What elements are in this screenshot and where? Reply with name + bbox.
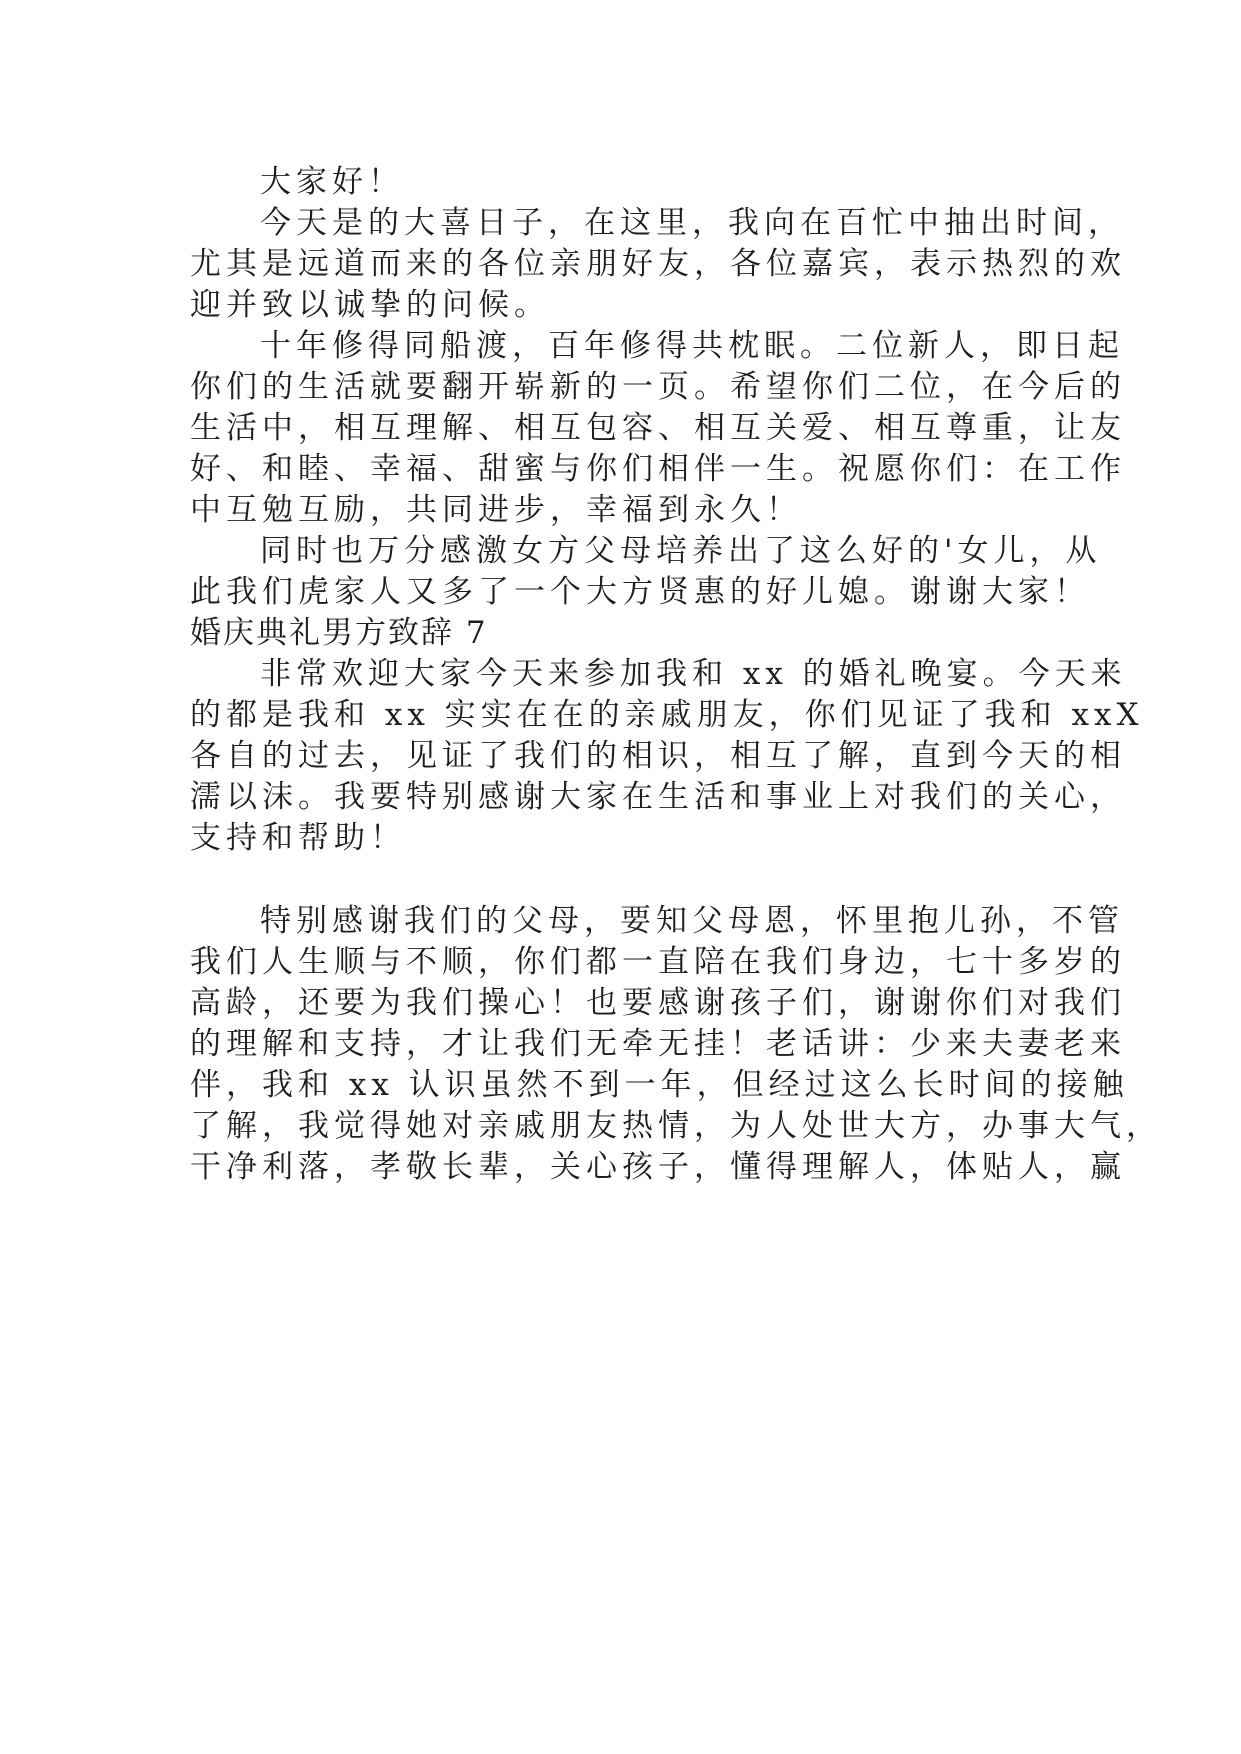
text-line: 中互勉互励，共同进步，幸福到永久！ [190, 492, 802, 528]
text-line: 你们的生活就要翻开崭新的一页。希望你们二位，在今后的 [190, 369, 1126, 405]
text-line: 非常欢迎大家今天来参加我和 xx 的婚礼晚宴。今天来 [260, 656, 1127, 692]
text-line: 十年修得同船渡，百年修得共枕眠。二位新人，即日起 [260, 328, 1124, 364]
text-line: 伴，我和 xx 认识虽然不到一年，但经过这么长时间的接触 [190, 1067, 1129, 1103]
text-line: 同时也万分感激女方父母培养出了这么好的'女儿，从 [260, 533, 1102, 569]
paragraph-groom-thanks [190, 901, 1162, 1188]
text-line: 今天是的大喜日子，在这里，我向在百忙中抽出时间， [260, 205, 1124, 241]
paragraph-thanks-parents [190, 531, 1102, 613]
paragraph-blessing [190, 326, 1126, 531]
text-line: 此我们虎家人又多了一个大方贤惠的好儿媳。谢谢大家！ [190, 574, 1090, 610]
text-line: 好、和睦、幸福、甜蜜与你们相伴一生。祝愿你们：在工作 [190, 451, 1126, 487]
text-line: 特别感谢我们的父母，要知父母恩，怀里抱儿孙，不管 [260, 903, 1124, 939]
text-line: 迎并致以诚挚的问候。 [190, 287, 550, 323]
text-line: 生活中，相互理解、相互包容、相互关爱、相互尊重，让友 [190, 410, 1126, 446]
text-line: 了解，我觉得她对亲戚朋友热情，为人处世大方，办事大气， [190, 1108, 1162, 1144]
document-body [190, 162, 1162, 1188]
section-heading: 婚庆典礼男方致辞 7 [190, 615, 488, 651]
text-line: 尤其是远道而来的各位亲朋好友，各位嘉宾，表示热烈的欢 [190, 246, 1126, 282]
text-line: 支持和帮助！ [190, 820, 406, 856]
text-line: 的都是我和 xx 实实在在的亲戚朋友，你们见证了我和 xxX [190, 697, 1144, 733]
text-line: 高龄，还要为我们操心！也要感谢孩子们，谢谢你们对我们 [190, 985, 1126, 1021]
paragraph-groom-welcome [190, 654, 1144, 859]
text-line: 濡以沫。我要特别感谢大家在生活和事业上对我们的关心， [190, 779, 1126, 815]
text-line: 各自的过去，见证了我们的相识，相互了解，直到今天的相 [190, 738, 1126, 774]
greeting-line: 大家好！ [260, 164, 404, 200]
text-line: 的理解和支持，才让我们无牵无挂！老话讲：少来夫妻老来 [190, 1026, 1126, 1062]
text-line: 我们人生顺与不顺，你们都一直陪在我们身边，七十多岁的 [190, 944, 1126, 980]
text-line: 干净利落，孝敬长辈，关心孩子，懂得理解人，体贴人，赢 [190, 1149, 1126, 1185]
paragraph-welcome [190, 203, 1126, 326]
